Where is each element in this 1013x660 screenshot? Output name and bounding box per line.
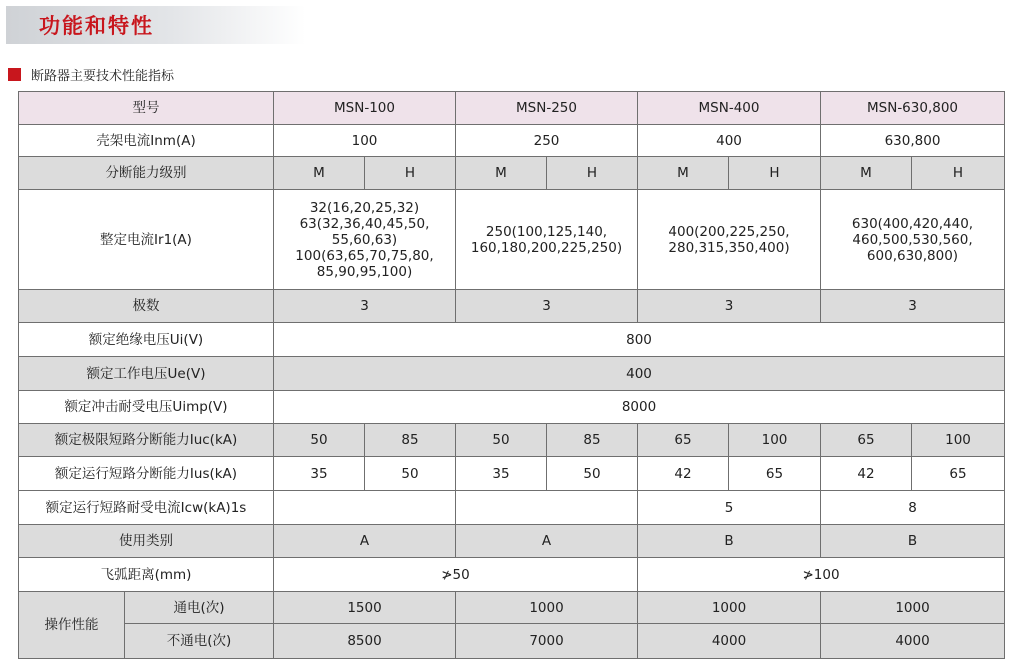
cell-line: 160,180,200,225,250)	[470, 239, 623, 256]
model-cell: MSN-630,800	[821, 92, 1005, 125]
value-cell: 4000	[821, 624, 1005, 659]
table-row-insulation-voltage	[19, 323, 1005, 357]
value-cell: 50	[547, 457, 638, 491]
table-row-ultimate-breaking	[19, 424, 1005, 457]
table-row-service-breaking	[19, 457, 1005, 491]
model-cell: MSN-100	[274, 92, 456, 125]
header-label: 型号	[19, 92, 274, 125]
bullet-square-icon	[8, 68, 21, 81]
row-label: 分断能力级别	[19, 157, 274, 190]
section-label: 断路器主要技术性能指标	[31, 68, 175, 84]
cell-line: 460,500,530,560,	[852, 231, 973, 248]
value-cell: A	[274, 525, 456, 558]
value-cell: 400	[638, 125, 821, 157]
model-cell: MSN-400	[638, 92, 821, 125]
rated-current-cell	[456, 190, 638, 290]
value-cell: 35	[274, 457, 365, 491]
cell-line: 85,90,95,100)	[316, 263, 413, 280]
value-cell: 100	[274, 125, 456, 157]
cell-line: 63(32,36,40,45,50,	[299, 215, 430, 232]
value-cell: 7000	[456, 624, 638, 659]
table-row-rated-current	[19, 190, 1005, 290]
value-cell: ≯100	[638, 558, 1005, 592]
row-label: 整定电流Ir1(A)	[19, 190, 274, 290]
rated-current-cell	[821, 190, 1005, 290]
value-cell: 3	[821, 290, 1005, 323]
page-title: 功能和特性	[39, 14, 154, 38]
row-label: 壳架电流Inm(A)	[19, 125, 274, 157]
table-row-frame-current	[19, 125, 1005, 157]
value-cell: 100	[912, 424, 1005, 457]
value-cell: 630,800	[821, 125, 1005, 157]
value-cell: 3	[638, 290, 821, 323]
value-cell: 50	[274, 424, 365, 457]
table-row-arc-distance	[19, 558, 1005, 592]
table-row-operation-energized	[19, 592, 1005, 624]
value-cell: 250	[456, 125, 638, 157]
value-cell	[274, 491, 456, 525]
value-cell: 400	[274, 357, 1005, 391]
row-label: 额定工作电压Ue(V)	[19, 357, 274, 391]
row-group-label: 操作性能	[19, 592, 125, 659]
value-cell: H	[547, 157, 638, 190]
rated-current-cell	[638, 190, 821, 290]
value-cell: 85	[365, 424, 456, 457]
cell-line: 400(200,225,250,	[668, 223, 790, 240]
cell-line: 55,60,63)	[331, 231, 398, 248]
value-cell	[456, 491, 638, 525]
value-cell: B	[638, 525, 821, 558]
value-cell: 4000	[638, 624, 821, 659]
value-cell: M	[456, 157, 547, 190]
table-row-short-time-withstand	[19, 491, 1005, 525]
value-cell: 3	[274, 290, 456, 323]
value-cell: 8000	[274, 391, 1005, 424]
table-row-working-voltage	[19, 357, 1005, 391]
value-cell: 8	[821, 491, 1005, 525]
value-cell: 5	[638, 491, 821, 525]
row-label: 通电(次)	[125, 592, 274, 624]
value-cell: M	[274, 157, 365, 190]
value-cell: H	[729, 157, 821, 190]
section-banner	[6, 6, 306, 44]
value-cell: 1000	[638, 592, 821, 624]
value-cell: 3	[456, 290, 638, 323]
value-cell: 1000	[821, 592, 1005, 624]
value-cell: B	[821, 525, 1005, 558]
table-row-model	[19, 92, 1005, 125]
row-label: 使用类别	[19, 525, 274, 558]
rated-current-cell	[274, 190, 456, 290]
model-cell: MSN-250	[456, 92, 638, 125]
value-cell: 50	[365, 457, 456, 491]
value-cell: H	[365, 157, 456, 190]
row-label: 极数	[19, 290, 274, 323]
cell-line: 600,630,800)	[866, 247, 959, 264]
value-cell: M	[821, 157, 912, 190]
value-cell: 100	[729, 424, 821, 457]
section-heading	[8, 66, 174, 82]
value-cell: 1500	[274, 592, 456, 624]
table-row-operation-non-energized	[19, 624, 1005, 659]
value-cell: 65	[729, 457, 821, 491]
row-label: 额定运行短路分断能力Ius(kA)	[19, 457, 274, 491]
spec-table	[18, 91, 1005, 659]
value-cell: 85	[547, 424, 638, 457]
value-cell: M	[638, 157, 729, 190]
value-cell: 8500	[274, 624, 456, 659]
value-cell: 42	[638, 457, 729, 491]
cell-line: 32(16,20,25,32)	[309, 199, 420, 216]
cell-line: 100(63,65,70,75,80,	[295, 247, 434, 264]
row-label: 不通电(次)	[125, 624, 274, 659]
value-cell: 50	[456, 424, 547, 457]
table-row-breaking-level	[19, 157, 1005, 190]
value-cell: 800	[274, 323, 1005, 357]
row-label: 飞弧距离(mm)	[19, 558, 274, 592]
row-label: 额定极限短路分断能力Iuc(kA)	[19, 424, 274, 457]
value-cell: H	[912, 157, 1005, 190]
cell-line: 280,315,350,400)	[668, 239, 790, 256]
value-cell: 1000	[456, 592, 638, 624]
table-row-poles	[19, 290, 1005, 323]
value-cell: 42	[821, 457, 912, 491]
row-label: 额定运行短路耐受电流Icw(kA)1s	[19, 491, 274, 525]
cell-line: 250(100,125,140,	[485, 223, 608, 240]
table-row-impulse-voltage	[19, 391, 1005, 424]
cell-line: 630(400,420,440,	[851, 215, 974, 232]
value-cell: 65	[638, 424, 729, 457]
value-cell: ≯50	[274, 558, 638, 592]
table-row-utilization-category	[19, 525, 1005, 558]
row-label: 额定冲击耐受电压Uimp(V)	[19, 391, 274, 424]
value-cell: 65	[912, 457, 1005, 491]
value-cell: A	[456, 525, 638, 558]
row-label: 额定绝缘电压Ui(V)	[19, 323, 274, 357]
value-cell: 35	[456, 457, 547, 491]
value-cell: 65	[821, 424, 912, 457]
